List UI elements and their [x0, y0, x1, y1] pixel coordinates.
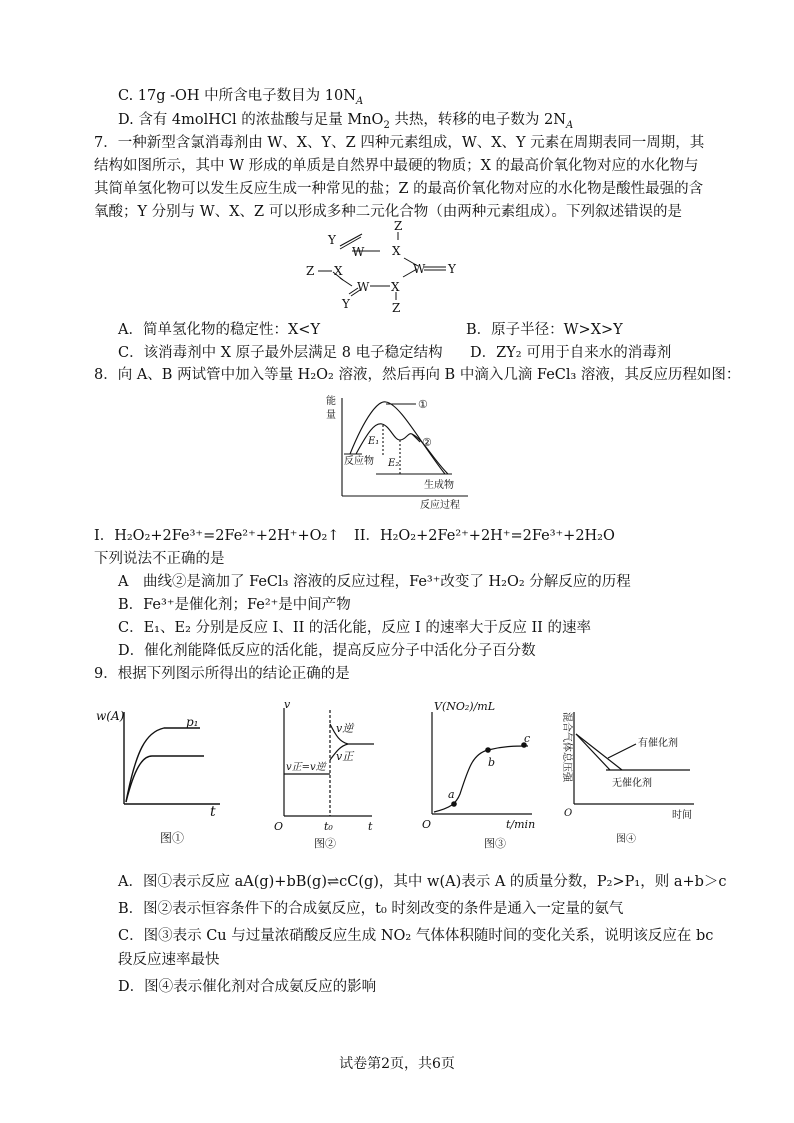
fig1-series-label: p₁: [186, 715, 199, 729]
fig2-caption: 图②: [314, 837, 336, 850]
q9-option-c-line-2: 段反应速率最快: [118, 952, 220, 968]
fig2-t0: t₀: [324, 820, 333, 833]
structure-y-top: Y: [328, 233, 336, 247]
q9-figure-4: [550, 700, 710, 850]
structure-x-top: X: [392, 244, 401, 258]
q8-option-b: B．Fe³⁺是催化剂；Fe²⁺是中间产物: [118, 597, 351, 613]
fig4-xlabel: 时间: [672, 810, 692, 821]
q9-stem: 9．根据下列图示所得出的结论正确的是: [94, 666, 350, 682]
fig3-xlabel: t/min: [506, 818, 536, 831]
fig3-label-b: b: [488, 756, 496, 769]
q8-ylabel-2: 量: [326, 410, 336, 421]
fig2-v-rev: v逆: [336, 722, 354, 735]
q8-curve-1-label: ①: [418, 398, 428, 411]
structure-y-bottom: Y: [342, 297, 350, 311]
structure-w-top: W: [352, 245, 365, 259]
q9-option-b: B．图②表示恒容条件下的合成氨反应，t₀ 时刻改变的条件是通入一定量的氨气: [118, 901, 624, 917]
q8-reaction-2: II．H₂O₂+2Fe²⁺+2H⁺=2Fe³⁺+2H₂O: [354, 528, 615, 544]
q8-option-c: C．E₁、E₂ 分别是反应 I、II 的活化能，反应 I 的速率大于反应 II 的速率: [118, 620, 592, 636]
q8-reactant-label: 反应物: [344, 456, 374, 467]
q7-stem-line-2: 结构如图所示，其中 W 形成的单质是自然界中最硬的物质；X 的最高价氧化物对应的水化物与: [94, 158, 699, 174]
q7-option-a: A．简单氢化物的稳定性：X<Y: [118, 322, 321, 338]
fig2-ylabel: v: [284, 698, 291, 711]
fig1-xlabel: t: [210, 804, 216, 820]
q9-option-c-line-1: C．图③表示 Cu 与过量浓硝酸反应生成 NO₂ 气体体积随时间的变化关系，说明该反应在 bc: [118, 928, 714, 944]
q7-option-c: C．该消毒剂中 X 原子最外层满足 8 电子稳定结构: [118, 345, 443, 361]
structure-w-bottom: W: [357, 280, 370, 294]
q8-ask: 下列说法不正确的是: [94, 551, 225, 567]
structure-z-top: Z: [394, 219, 403, 233]
fig3-ylabel: V(NO₂)/mL: [434, 700, 496, 713]
structure-z-bottom: Z: [392, 301, 401, 315]
fig2-xlabel: t: [368, 820, 373, 833]
q6-option-d: D. 含有 4molHCl 的浓盐酸与足量 MnO$_2$ 共热，转移的电子数为 $2N_A$: [118, 112, 574, 131]
fig4-no-catalyst-label: 无催化剂: [612, 778, 652, 789]
structure-w-right: W: [413, 262, 426, 276]
fig4-origin: O: [564, 808, 573, 819]
q8-stem: 8．向 A、B 两试管中加入等量 H₂O₂ 溶液，然后再向 B 中滴入几滴 FeCl₃ 溶液，其反应历程如图：: [94, 367, 741, 383]
q7-stem-line-4: 氧酸；Y 分别与 W、X、Z 可以形成多种二元化合物（由两种元素组成）。下列叙述错误的是: [94, 204, 682, 220]
fig3-label-a: a: [448, 788, 455, 801]
q7-option-b: B．原子半径：W>X>Y: [466, 322, 623, 338]
structure-x-bottom: X: [391, 280, 400, 294]
fig3-origin: O: [422, 818, 432, 831]
fig1-caption: 图①: [160, 831, 185, 845]
q8-reaction-1: I．H₂O₂+2Fe³⁺=2Fe²⁺+2H⁺+O₂↑: [94, 528, 340, 544]
fig1-ylabel: w(A): [96, 709, 125, 723]
q9-figure-3: [420, 700, 540, 850]
fig2-origin: O: [274, 820, 284, 833]
q9-option-a: A．图①表示反应 aA(g)+bB(g)⇌cC(g)，其中 w(A)表示 A 的质量分数，P₂>P₁，则 a+b＞c: [118, 874, 727, 890]
q8-e1-label: E₁: [368, 436, 380, 447]
q8-curve-2-label: ②: [422, 436, 432, 449]
q8-energy-diagram: [320, 392, 480, 512]
q6-option-c: C. 17g -OH 中所含电子数目为 $10N_A$: [118, 88, 364, 107]
q8-ylabel-1: 能: [326, 396, 336, 407]
q7-stem-line-1: 7．一种新型含氯消毒剂由 W、X、Y、Z 四种元素组成，W、X、Y 元素在周期表同一周期，其: [94, 135, 705, 151]
q8-product-label: 生成物: [424, 480, 454, 491]
fig2-v-fwd: v正: [336, 750, 354, 763]
fig2-equilibrium: v正=v逆: [286, 762, 326, 773]
fig4-caption: 图④: [616, 834, 636, 845]
page-footer: 试卷第2页，共6页: [339, 1056, 455, 1072]
fig4-ylabel: 混合气体总压强: [561, 712, 572, 782]
fig3-label-c: c: [524, 732, 531, 745]
structure-y-right: Y: [448, 262, 456, 276]
fig3-caption: 图③: [484, 837, 506, 850]
fig4-catalyst-label: 有催化剂: [638, 738, 678, 749]
q8-e2-label: E₂: [388, 458, 400, 469]
q8-xlabel: 反应过程: [420, 500, 460, 511]
structure-z-left: Z: [306, 264, 315, 278]
q8-option-d: D．催化剂能降低反应的活化能，提高反应分子中活化分子百分数: [118, 643, 536, 659]
fig3-point-a: [451, 801, 457, 807]
q7-structure-diagram: [300, 219, 470, 315]
q9-figure-1: [92, 700, 242, 850]
q9-figure-2: [270, 700, 390, 850]
structure-x-left: X: [334, 264, 343, 278]
fig3-point-b: [485, 747, 491, 753]
q8-option-a: A 曲线②是滴加了 FeCl₃ 溶液的反应过程，Fe³⁺改变了 H₂O₂ 分解反应的历程: [118, 574, 631, 590]
q7-option-d: D．ZY₂ 可用于自来水的消毒剂: [470, 345, 672, 361]
q7-stem-line-3: 其简单氢化物可以发生反应生成一种常见的盐；Z 的最高价氧化物对应的水化物是酸性最强的含: [94, 181, 704, 197]
q9-option-d: D．图④表示催化剂对合成氨反应的影响: [118, 979, 377, 995]
